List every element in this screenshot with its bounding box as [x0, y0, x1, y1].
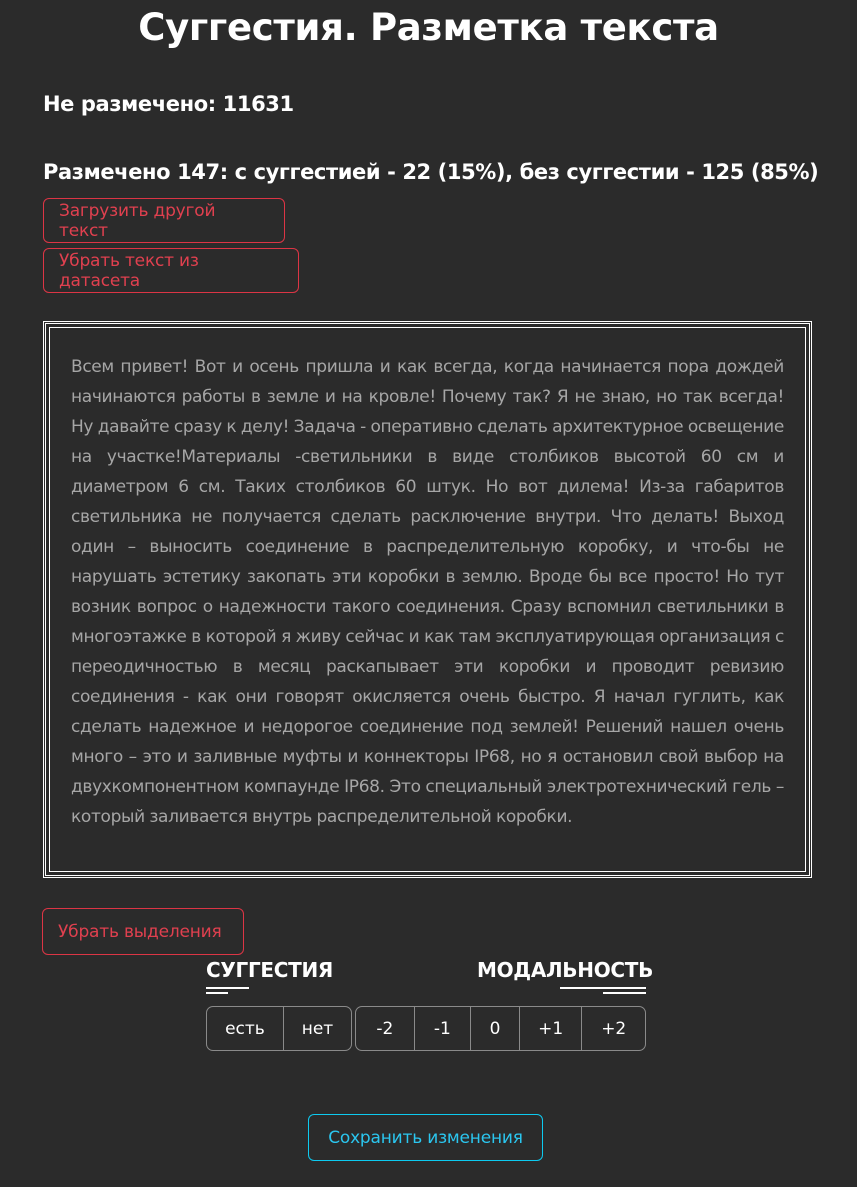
text-panel-inner [49, 327, 806, 872]
modality-underline [560, 987, 646, 989]
modality-option-minus1[interactable]: -1 [414, 1007, 471, 1050]
page-title: Суггестия. Разметка текста [138, 6, 719, 49]
modality-label: МОДАЛЬНОСТЬ [477, 958, 654, 982]
unmarked-count: Не размечено: 11631 [43, 92, 294, 116]
suggestion-underline-short [206, 992, 228, 994]
suggestion-underline [206, 987, 249, 989]
modality-option-plus1[interactable]: +1 [519, 1007, 582, 1050]
marked-summary: Размечено 147: с суггестией - 22 (15%), без суггестии - 125 (85%) [43, 160, 819, 184]
modality-option-minus2[interactable]: -2 [376, 1018, 394, 1039]
suggestion-option-yes[interactable]: есть [225, 1018, 265, 1039]
save-changes-button[interactable]: Сохранить изменения [308, 1114, 543, 1161]
suggestion-label: СУГГЕСТИЯ [206, 958, 334, 982]
suggestion-option-no[interactable]: нет [283, 1007, 351, 1050]
annotated-text[interactable]: Всем привет! Вот и осень пришла и как всегда, когда начинается пора дождей начинаются работы в земле и на кровле! Почему так? Я не знаю, но так всегда! Ну давайте сразу к делу! Задача - оперативно сделать архитектурное освещение на участке!Материалы -светильники в виде столбиков высотой 60 см и диаметром 6 см. Таких столбиков 60 штук. Но вот дилема! Из-за габаритов светильника не получается сделать расключение внутри. Что делать! Выход один – выносить соединение в распределительную коробку, и что-бы не нарушать эстетику закопать эти коробки в землю. Вроде бы все просто! Но тут возник вопрос о надежности такого соединения. Сразу вспомнил светильники в многоэтажке в которой я живу сейчас и как там эксплуатирующая организация с переодичностью в месяц раскапывает эти коробки и проводит ревизию соединения - как они говорят окисляется очень быстро. Я начал гуглить, как сделать надежное и недорогое соединение под землей! Решений нашел очень много – это и заливные муфты и коннекторы IP68, но я остановил свой выбор на двухкомпонентном компаунде IP68. Это специальный электротехнический гель – который заливается внутрь распределительной коробки. [71, 357, 784, 827]
clear-selection-button[interactable]: Убрать выделения [42, 908, 244, 955]
text-panel [43, 321, 812, 878]
modality-option-plus2[interactable]: +2 [581, 1007, 645, 1050]
modality-underline-short [603, 992, 646, 994]
modality-toggle-group [355, 1006, 646, 1051]
load-other-text-button[interactable]: Загрузить другой текст [43, 198, 285, 243]
suggestion-toggle-group [206, 1006, 352, 1051]
remove-from-dataset-button[interactable]: Убрать текст из датасета [43, 248, 299, 293]
modality-option-zero[interactable]: 0 [470, 1007, 519, 1050]
